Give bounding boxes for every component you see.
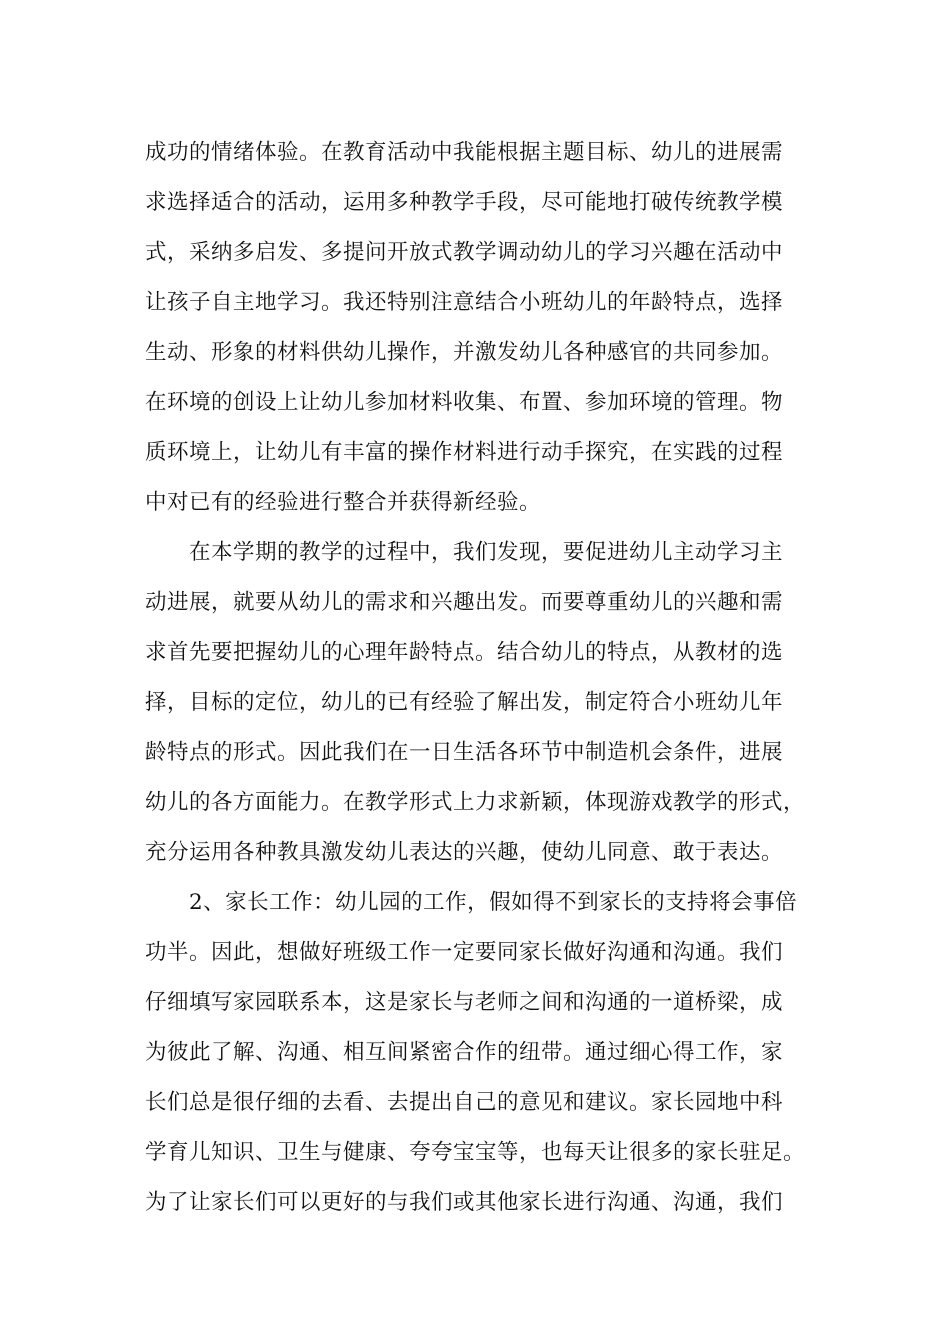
text-line: 为彼此了解、沟通、相互间紧密合作的纽带。通过细心得工作，家: [145, 1040, 784, 1065]
text-line: 求首先要把握幼儿的心理年龄特点。结合幼儿的特点，从教材的选: [145, 640, 784, 665]
text-line: 择，目标的定位，幼儿的已有经验了解出发，制定符合小班幼儿年: [145, 690, 784, 715]
text-line: 幼儿的各方面能力。在教学形式上力求新颖，体现游戏教学的形式，: [145, 790, 806, 815]
text-line: 动进展，就要从幼儿的需求和兴趣出发。而要尊重幼儿的兴趣和需: [145, 590, 784, 615]
body-text: [145, 128, 810, 1228]
text-line: 充分运用各种教具激发幼儿表达的兴趣，使幼儿同意、敢于表达。: [145, 840, 784, 865]
paragraph-first-line: 2、家长工作：幼儿园的工作，假如得不到家长的支持将会事倍: [189, 890, 798, 915]
text-line: 为了让家长们可以更好的与我们或其他家长进行沟通、沟通，我们: [145, 1190, 784, 1215]
text-line: 长们总是很仔细的去看、去提出自己的意见和建议。家长园地中科: [145, 1090, 784, 1115]
text-line: 龄特点的形式。因此我们在一日生活各环节中制造机会条件，进展: [145, 740, 784, 765]
text-line: 式，采纳多启发、多提问开放式教学调动幼儿的学习兴趣在活动中: [145, 240, 784, 265]
text-line: 让孩子自主地学习。我还特别注意结合小班幼儿的年龄特点，选择: [145, 290, 784, 315]
text-line: 求选择适合的活动，运用多种教学手段，尽可能地打破传统教学模: [145, 190, 784, 215]
text-line: 生动、形象的材料供幼儿操作，并激发幼儿各种感官的共同参加。: [145, 340, 784, 365]
text-line: 在环境的创设上让幼儿参加材料收集、布置、参加环境的管理。物: [145, 390, 784, 415]
text-line: 功半。因此，想做好班级工作一定要同家长做好沟通和沟通。我们: [145, 940, 784, 965]
text-line: 中对已有的经验进行整合并获得新经验。: [145, 490, 542, 515]
text-line: 质环境上，让幼儿有丰富的操作材料进行动手探究，在实践的过程: [145, 440, 784, 465]
paragraph-first-line: 在本学期的教学的过程中，我们发现，要促进幼儿主动学习主: [189, 540, 784, 565]
text-line: 成功的情绪体验。在教育活动中我能根据主题目标、幼儿的进展需: [145, 140, 784, 165]
text-line: 仔细填写家园联系本，这是家长与老师之间和沟通的一道桥梁，成: [145, 990, 784, 1015]
text-line: 学育儿知识、卫生与健康、夸夸宝宝等，也每天让很多的家长驻足。: [145, 1140, 806, 1165]
